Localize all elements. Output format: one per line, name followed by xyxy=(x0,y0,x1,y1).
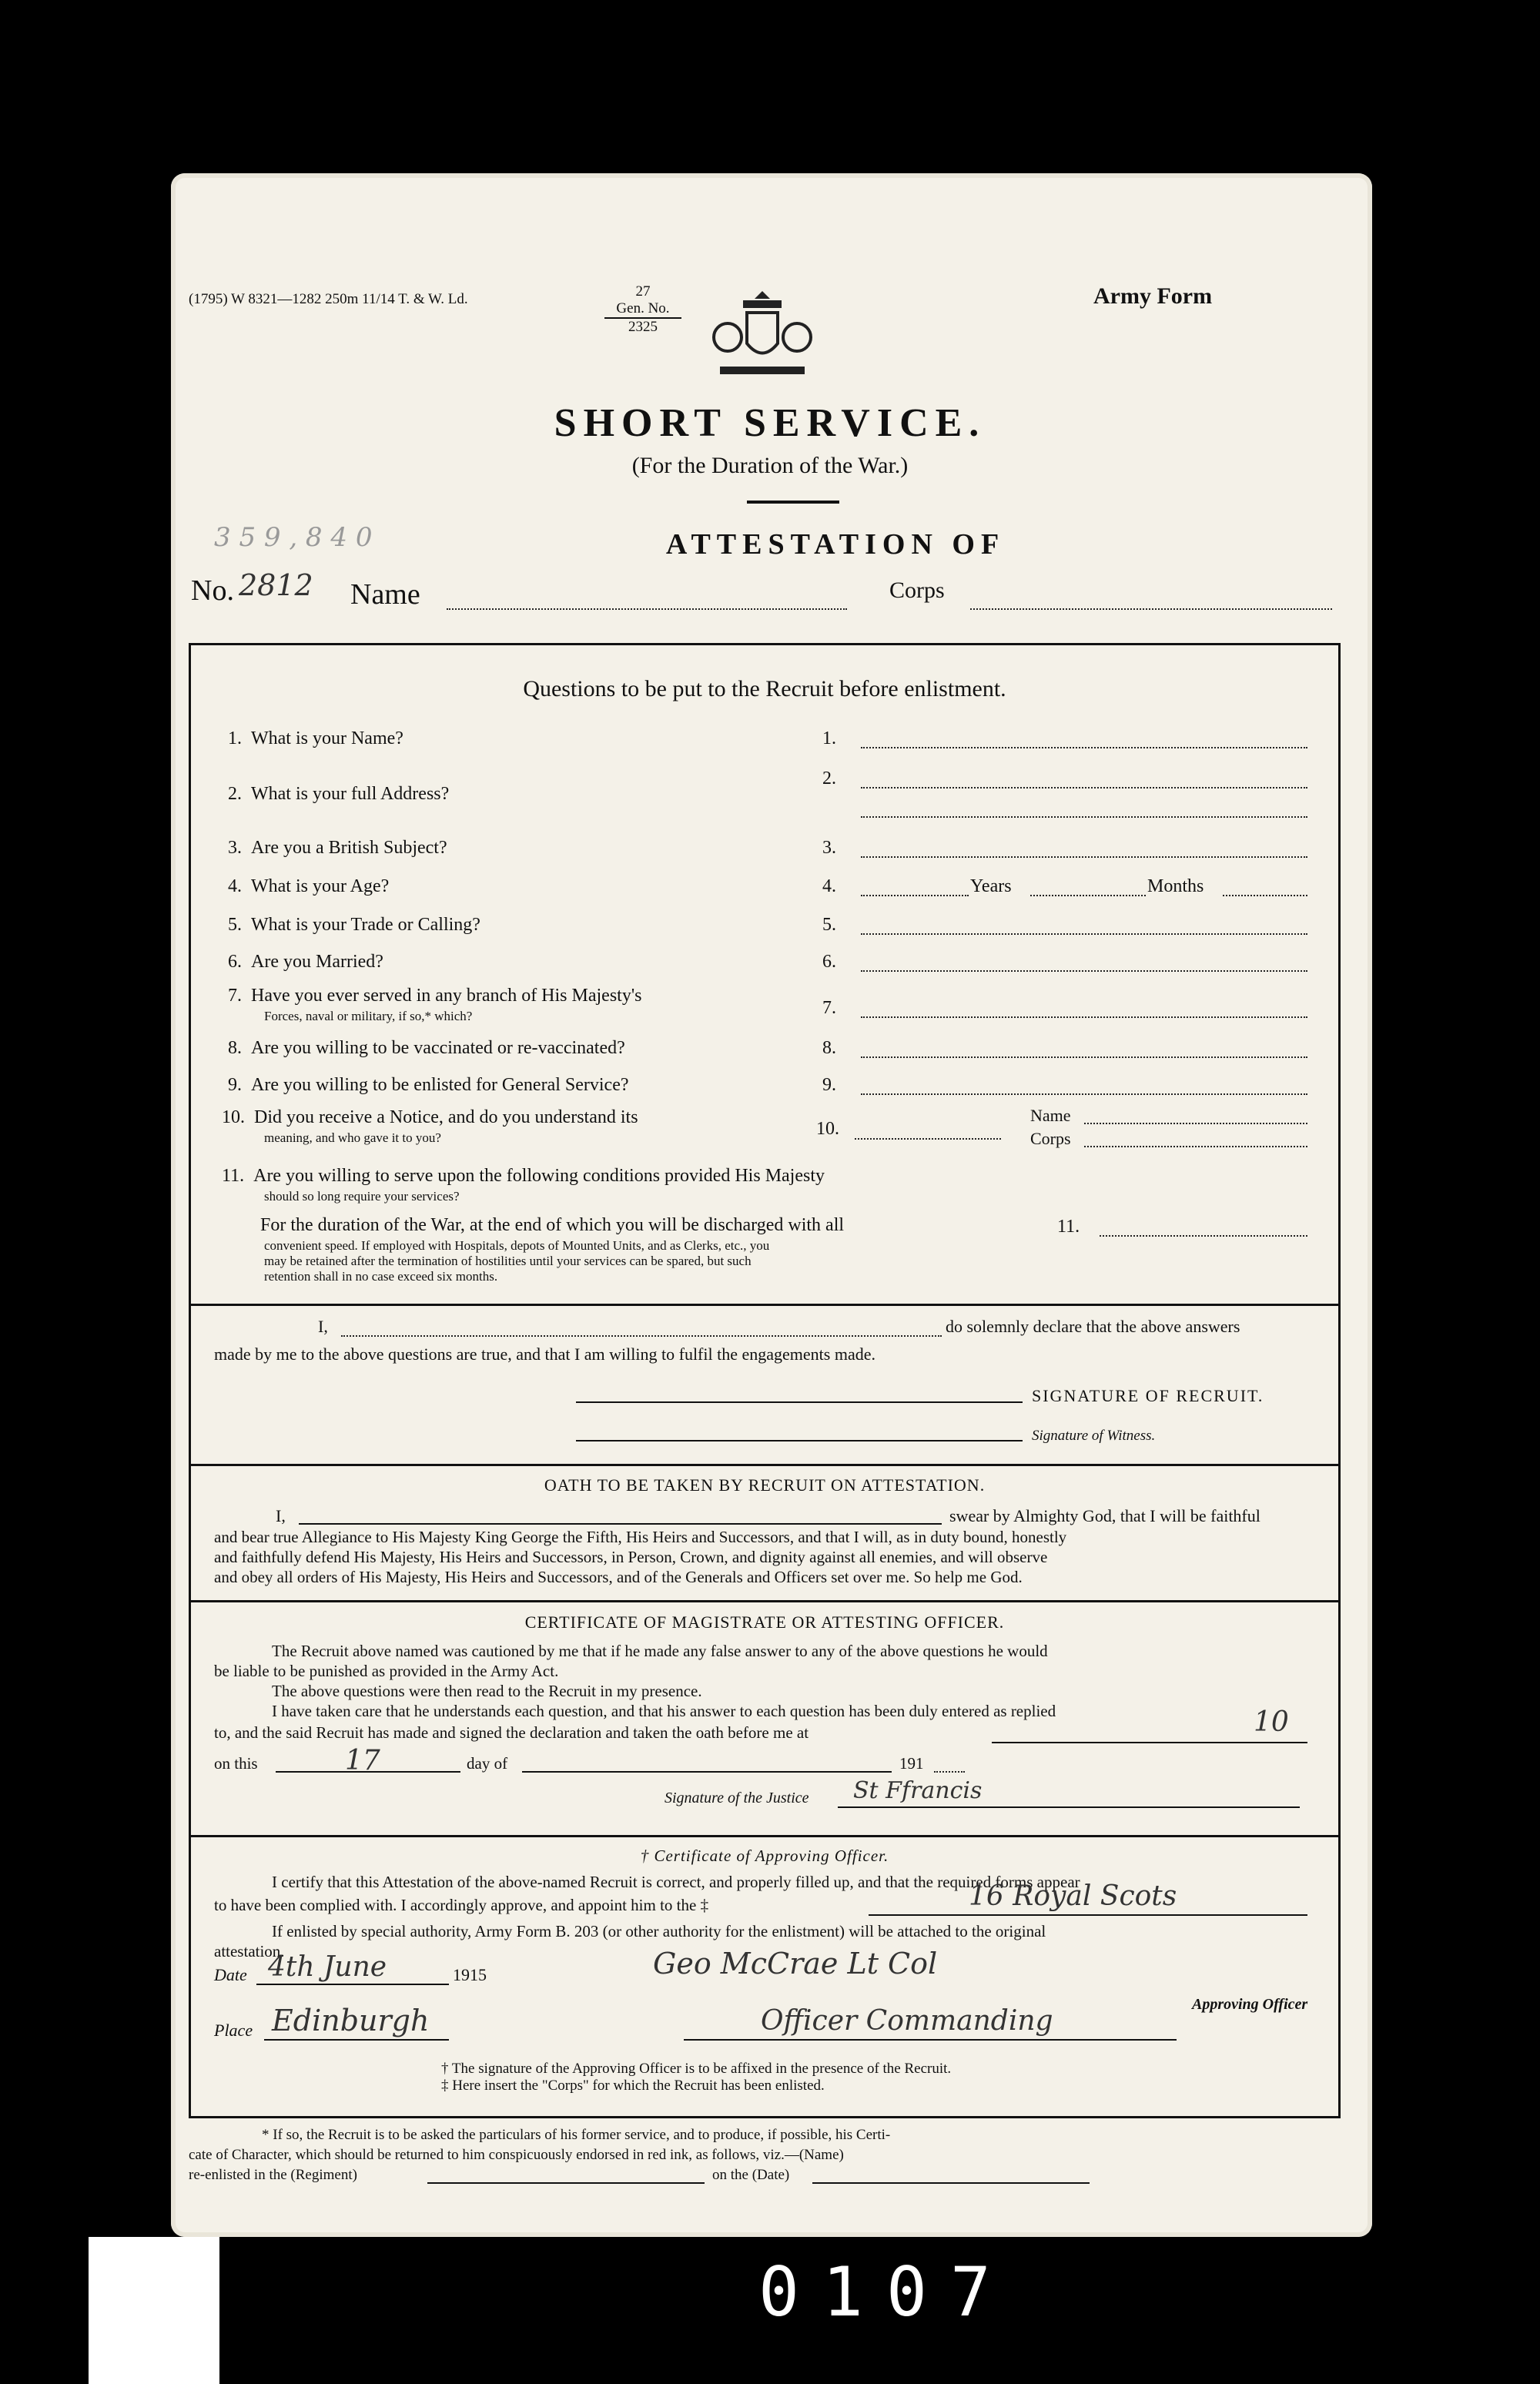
oath-line-2: and bear true Allegiance to His Majesty King George the Fifth, His Heirs and Successors, and that I will, as in duty bound, honestly xyxy=(214,1528,1067,1546)
appointed-corps-field[interactable] xyxy=(869,1914,1307,1916)
answer-9-field[interactable] xyxy=(861,1093,1307,1095)
oath-line-3: and faithfully defend His Majesty, His Heirs and Successors, in Person, Crown, and dignity against all enemies, and will observe xyxy=(214,1548,1048,1566)
signature-of-recruit-label: SIGNATURE OF RECRUIT. xyxy=(1032,1386,1264,1405)
name-line xyxy=(447,608,847,610)
divider-4 xyxy=(191,1835,1338,1837)
corps-label: Corps xyxy=(889,578,945,603)
officer-role-field[interactable] xyxy=(684,2039,1177,2041)
gen-no xyxy=(604,283,681,336)
answer-6-label: 6. xyxy=(822,952,836,972)
answer-1-field[interactable] xyxy=(861,747,1307,748)
approving-note-2: ‡ Here insert the "Corps" for which the Recruit has been enlisted. xyxy=(441,2078,825,2094)
year-field[interactable] xyxy=(934,1771,965,1773)
question-4: 4. What is your Age? xyxy=(228,876,390,896)
footer-line-2: cate of Character, which should be returned to him conspicuously endorsed in red ink, as follows, viz.—(Name) xyxy=(189,2147,844,2163)
certificate-heading: CERTIFICATE OF MAGISTRATE OR ATTESTING OFFICER. xyxy=(524,1612,1005,1632)
witness-signature-line[interactable] xyxy=(576,1440,1023,1441)
certificate-line-2: be liable to be punished as provided in the Army Act. xyxy=(214,1662,559,1680)
approving-officer-label: Approving Officer xyxy=(1192,1996,1308,2013)
signature-of-justice-label: Signature of the Justice xyxy=(665,1790,809,1806)
question-1: 1. What is your Name? xyxy=(228,728,403,748)
footer-regiment-label: re-enlisted in the (Regiment) xyxy=(189,2167,357,2183)
answer-5-field[interactable] xyxy=(861,933,1307,935)
question-11: 11. Are you willing to serve upon the following conditions provided His Majesty xyxy=(222,1166,825,1186)
answer-10-label: 10. xyxy=(816,1119,839,1139)
declaration-text-1: do solemnly declare that the above answers xyxy=(946,1317,1240,1336)
answer-4-years-field[interactable] xyxy=(861,895,969,896)
question-11-detail-1: convenient speed. If employed with Hospitals, depots of Mounted Units, and as Clerks, etc., you xyxy=(264,1238,770,1253)
month-field[interactable] xyxy=(522,1771,892,1773)
divider-3 xyxy=(191,1600,1338,1602)
declaration-text-2: made by me to the above questions are true, and that I am willing to fulfil the engagements made. xyxy=(214,1344,875,1364)
notice-name-label: Name xyxy=(1030,1106,1071,1125)
answer-10-field[interactable] xyxy=(855,1138,1001,1140)
question-8: 8. Are you willing to be vaccinated or re-vaccinated? xyxy=(228,1038,625,1058)
certificate-line-3: The above questions were then read to the Recruit in my presence. xyxy=(272,1682,702,1700)
frame-number: 0107 xyxy=(758,2252,1014,2332)
answer-5-label: 5. xyxy=(822,915,836,935)
question-7-sub: Forces, naval or military, if so,* which? xyxy=(264,1009,473,1023)
question-10: 10. Did you receive a Notice, and do you understand its xyxy=(222,1107,638,1127)
question-11-detail-3: retention shall in no case exceed six months. xyxy=(264,1269,498,1284)
stamp-number: 3 5 9 , 8 4 0 xyxy=(214,522,373,553)
answer-11-label: 11. xyxy=(1057,1217,1080,1237)
approving-officer-signature: Geo McCrae Lt Col xyxy=(653,1947,938,1981)
place-field[interactable] xyxy=(264,2039,449,2041)
question-11-condition: For the duration of the War, at the end of which you will be discharged with all xyxy=(260,1215,845,1235)
declaration-i: I, xyxy=(318,1317,328,1336)
oath-name-field[interactable] xyxy=(299,1523,942,1525)
approving-heading: † Certificate of Approving Officer. xyxy=(640,1847,889,1865)
year-label: 191 xyxy=(899,1754,924,1773)
question-11-sub: should so long require your services? xyxy=(264,1189,460,1204)
attestation-place-field[interactable] xyxy=(992,1742,1307,1743)
answer-7-field[interactable] xyxy=(861,1016,1307,1018)
certificate-line-4: I have taken care that he understands each question, and that his answer to each question has been duly entered as replied xyxy=(272,1702,1056,1720)
answer-4-tail xyxy=(1223,895,1307,896)
approving-line-1: I certify that this Attestation of the above-named Recruit is correct, and properly filled up, and that the required forms appear xyxy=(272,1873,1080,1891)
answer-3-field[interactable] xyxy=(861,856,1307,858)
question-5: 5. What is your Trade or Calling? xyxy=(228,915,480,935)
footer-date-label: on the (Date) xyxy=(712,2167,790,2183)
footer-date-field[interactable] xyxy=(812,2182,1090,2184)
notice-corps-label: Corps xyxy=(1030,1129,1071,1148)
certificate-line-1: The Recruit above named was cautioned by me that if he made any false answer to any of the above questions he would xyxy=(272,1642,1048,1660)
day-value: 17 xyxy=(345,1745,380,1776)
divider-2 xyxy=(191,1464,1338,1466)
answer-4-label: 4. xyxy=(822,876,836,896)
date-year: 1915 xyxy=(453,1965,487,1984)
divider-1 xyxy=(191,1304,1338,1306)
approving-line-2: to have been complied with. I accordingly approve, and appoint him to the ‡ xyxy=(214,1896,709,1914)
on-this-label: on this xyxy=(214,1754,258,1773)
attestation-place-value: 10 xyxy=(1254,1706,1289,1738)
answer-2-label: 2. xyxy=(822,768,836,789)
corps-line xyxy=(970,608,1332,610)
attestation-heading: ATTESTATION OF xyxy=(665,528,1006,561)
place-value: Edinburgh xyxy=(272,2004,430,2037)
certificate-line-5: to, and the said Recruit has made and signed the declaration and taken the oath before me at xyxy=(214,1723,809,1742)
title-rule xyxy=(747,501,839,504)
answer-1-label: 1. xyxy=(822,728,836,748)
date-value: 4th June xyxy=(268,1951,387,1983)
date-label: Date xyxy=(214,1965,247,1984)
army-form-label: Army Form xyxy=(1093,283,1213,309)
answer-9-label: 9. xyxy=(822,1075,836,1095)
form-code: (1795) W 8321—1282 250m 11/14 T. & W. Ld. xyxy=(189,291,468,307)
no-value: 2812 xyxy=(239,568,313,602)
answer-2-field-a[interactable] xyxy=(861,787,1307,789)
form-subtitle: (For the Duration of the War.) xyxy=(631,453,909,478)
approving-line-4: attestation. xyxy=(214,1942,285,1960)
answer-4-months-field[interactable] xyxy=(1030,895,1146,896)
question-6: 6. Are you Married? xyxy=(228,952,383,972)
years-label: Years xyxy=(970,876,1012,896)
oath-i: I, xyxy=(276,1506,286,1525)
question-2: 2. What is your full Address? xyxy=(228,784,450,804)
place-label: Place xyxy=(214,2021,253,2040)
oath-heading: OATH TO BE TAKEN BY RECRUIT ON ATTESTATION. xyxy=(544,1475,986,1495)
no-label: No. xyxy=(191,574,234,607)
answer-7-label: 7. xyxy=(822,998,836,1018)
name-label: Name xyxy=(350,578,420,611)
form-title: SHORT SERVICE. xyxy=(554,401,986,445)
declaration-name-field[interactable] xyxy=(341,1335,942,1337)
date-field[interactable] xyxy=(256,1984,449,1985)
answer-11-field[interactable] xyxy=(1100,1235,1307,1237)
gen-no-label: Gen. No. xyxy=(604,300,681,319)
justice-signature-value: St Ffrancis xyxy=(853,1777,983,1804)
royal-coat-of-arms-icon xyxy=(705,283,820,383)
questions-heading: Questions to be put to the Recruit before enlistment. xyxy=(523,676,1006,701)
film-marker xyxy=(89,2237,219,2384)
oath-line-4: and obey all orders of His Majesty, His Heirs and Successors, and of the Generals and Officers set over me. So help me God. xyxy=(214,1568,1023,1586)
gen-no-bottom: 2325 xyxy=(628,319,658,335)
answer-8-field[interactable] xyxy=(861,1056,1307,1058)
notice-name-field[interactable] xyxy=(1084,1123,1307,1124)
approving-note-1: † The signature of the Approving Officer is to be affixed in the presence of the Recruit. xyxy=(441,2061,952,2077)
officer-role-value: Officer Commanding xyxy=(761,2005,1053,2037)
form-body xyxy=(189,643,1341,2118)
appointed-corps-value: 16 Royal Scots xyxy=(969,1880,1177,1912)
question-3: 3. Are you a British Subject? xyxy=(228,838,447,858)
question-9: 9. Are you willing to be enlisted for General Service? xyxy=(228,1075,629,1095)
gen-no-top: 27 xyxy=(635,283,651,300)
recruit-signature-line[interactable] xyxy=(576,1401,1023,1403)
approving-line-3: If enlisted by special authority, Army Form B. 203 (or other authority for the enlistment) will be attached to the original xyxy=(272,1922,1046,1940)
footer-regiment-field[interactable] xyxy=(427,2182,705,2184)
question-7: 7. Have you ever served in any branch of His Majesty's xyxy=(228,986,642,1006)
months-label: Months xyxy=(1147,876,1204,896)
day-of-label: day of xyxy=(467,1754,508,1773)
question-11-detail-2: may be retained after the termination of hostilities until your services can be spared, but such xyxy=(264,1254,752,1268)
answer-2-field-b[interactable] xyxy=(861,816,1307,818)
footer-line-1: * If so, the Recruit is to be asked the particulars of his former service, and to produce, if possible, his Certi- xyxy=(262,2127,891,2143)
answer-6-field[interactable] xyxy=(861,970,1307,972)
answer-8-label: 8. xyxy=(822,1038,836,1058)
question-10-sub: meaning, and who gave it to you? xyxy=(264,1130,441,1145)
justice-signature-field[interactable] xyxy=(838,1806,1300,1808)
signature-of-witness-label: Signature of Witness. xyxy=(1032,1428,1156,1444)
notice-corps-field[interactable] xyxy=(1084,1146,1307,1147)
answer-3-label: 3. xyxy=(822,838,836,858)
oath-line-1: swear by Almighty God, that I will be faithful xyxy=(949,1506,1260,1525)
